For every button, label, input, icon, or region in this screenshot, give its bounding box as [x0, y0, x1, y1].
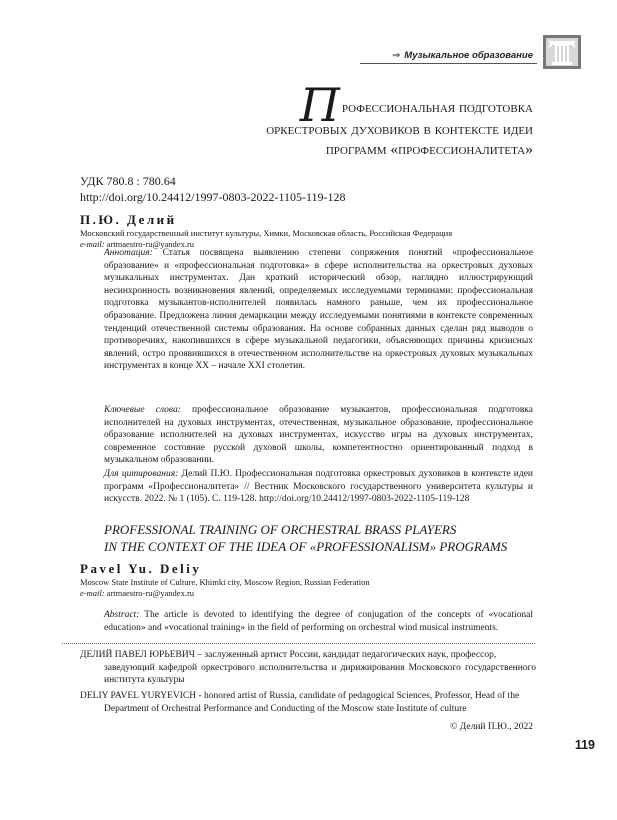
abstract-en: Abstract: The article is devoted to identifying the degree of conjugation of the concepts of «vocational education» and «vocational training» in the field of performing on orchestral wind musical instruments.	[104, 610, 533, 633]
section-name: Музыкальное образование	[404, 50, 533, 61]
author-bio-ru: ДЕЛИЙ ПАВЕЛ ЮРЬЕВИЧ – заслуженный артист России, кандидат педагогических наук, профессор, заведующий кафедрой оркестрового исполнительства и дирижирования Московского государственного института культуры	[80, 650, 536, 686]
article-title-en: PROFESSIONAL TRAINING OF ORCHESTRAL BRASS PLAYERS IN THE CONTEXT OF THE IDEA OF «PROFESSIONALISM» PROGRAMS	[104, 522, 508, 554]
udk: УДК 780.8 : 780.64	[80, 174, 176, 188]
author-affiliation-ru: Московский государственный институт культуры, Химки, Московская область, Российская Федерация e-mail: artmaestro-ru@yandex.ru	[80, 228, 453, 249]
title-line-3: программ «профессионалитета»	[325, 140, 533, 158]
email-link-en[interactable]: artmaestro-ru@yandex.ru	[106, 588, 195, 598]
author-name-ru: П.Ю. Делий	[80, 212, 177, 227]
keywords-ru: Ключевые слова: профессиональное образование музыкантов, профессиональная подготовка исполнителей на духовых инструментах, отечественная, музыкальное образование, профессиональное образование исполнителей на духовых инструментах, искусство игры на духовых инструментах, современное состояние русской духовой школы, компетентностно ориентированный подход в музыкальном образовании.	[104, 405, 533, 466]
author-bio-en: DELIY PAVEL YURYEVICH - honored artist of Russia, candidate of pedagogical Sciences, Professor, Head of the Department of Orchestral Performance and Conducting of the Moscow state Institute of culture	[80, 691, 520, 714]
doi-link[interactable]: http://doi.org/10.24412/1997-0803-2022-1105-119-128	[80, 189, 346, 204]
article-title	[266, 78, 533, 159]
title-line-1: Профессиональная подготовка	[299, 78, 533, 132]
email-link[interactable]: artmaestro-ru@yandex.ru	[106, 239, 195, 249]
header-divider	[360, 63, 537, 64]
title-drop-cap: П	[299, 78, 340, 132]
copyright: © Делий П.Ю., 2022	[450, 722, 533, 732]
title-line-2: оркестровых духовиков в контексте идеи	[266, 121, 533, 138]
arrow-icon: ⇒	[392, 50, 401, 61]
author-name-en: Pavel Yu. Deliy	[80, 561, 202, 576]
page-number: 119	[574, 738, 595, 752]
citation-ru: Для цитирования: Делий П.Ю. Профессиональная подготовка оркестровых духовиков в контексте идеи программ «Профессионалитета» // Вестник Московского государственного университета культуры и искусств. 2022. № 1 (105). С. 119-128. http://doi.org/10.24412/1997-0803-2022-1105-119-128	[104, 469, 534, 505]
author-affiliation-en: Moscow State Institute of Culture, Khimki city, Moscow Region, Russian Federation e-mail: artmaestro-ru@yandex.ru	[80, 577, 370, 598]
footnote-divider	[62, 643, 535, 644]
abstract-ru: Аннотация: Статья посвящена выявлению степени сопряжения понятий «профессиональное образование» и «профессиональная подготовка» в сфере исполнительства на оркестровых духовых музыкальных инструментах. Дан краткий исторический обзор, наглядно иллюстрирующий несинхронность возникновения явлений, определяемых исследуемыми терминами: профессиональная подготовка музыкантов-исполнителей появилась намного раньше, чем их профессиональное образование. Предложена линия демаркации между исследуемыми понятиями в контексте современных тенденций отечественной системы образования. На основе собранных данных сделан ряд выводов о противоречиях, накопившихся в сфере музыкальной педагогики, объясняющих причины кризисных явлений, остро проявившихся в отечественном исполнительстве на оркестровых духовых музыкальных инструментах в конце XX – начале XXI столетия.	[104, 248, 533, 372]
article-meta	[80, 174, 346, 205]
column-logo-icon	[543, 35, 581, 69]
running-header	[392, 50, 533, 61]
